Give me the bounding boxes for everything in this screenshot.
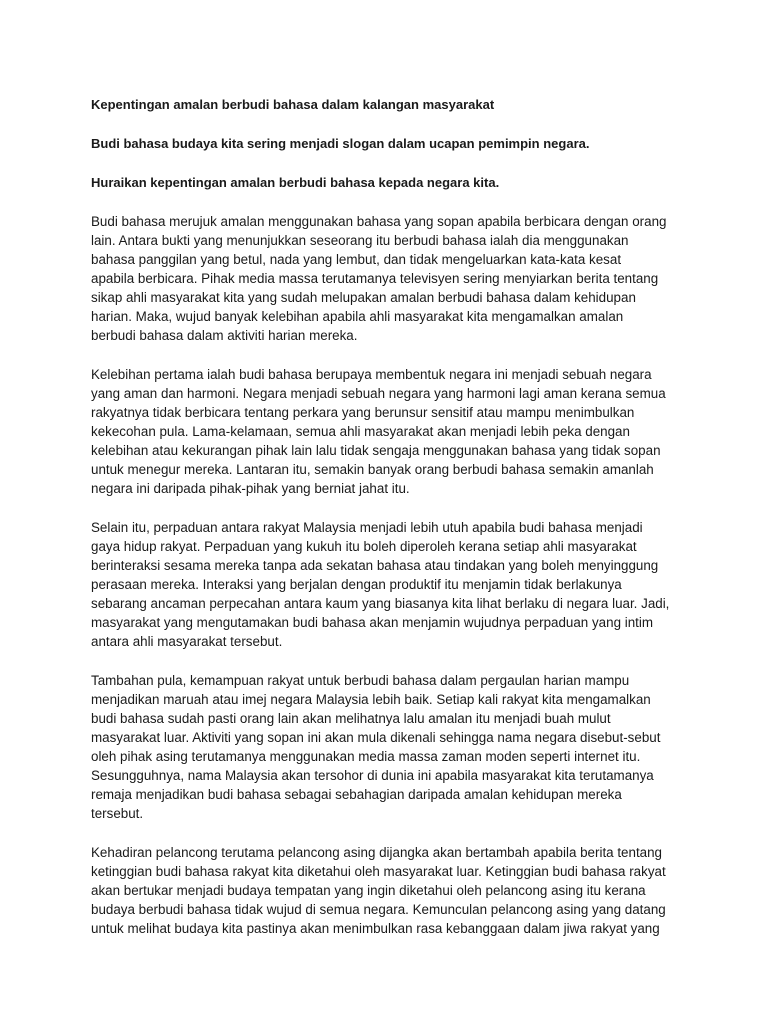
paragraph-line: menjadikan maruah atau imej negara Malaysia lebih baik. Setiap kali rakyat kita mengamalkan xyxy=(91,692,651,707)
paragraph-line: ketinggian budi bahasa rakyat kita diketahui oleh masyarakat luar. Ketinggian budi bahasa rakyat xyxy=(91,864,666,879)
document-title: Kepentingan amalan berbudi bahasa dalam kalangan masyarakat xyxy=(91,97,495,112)
paragraph-line: yang aman dan harmoni. Negara menjadi sebuah negara yang harmoni lagi aman kerana semua xyxy=(91,386,666,401)
paragraph-line: Kelebihan pertama ialah budi bahasa berupaya membentuk negara ini menjadi sebuah negara xyxy=(91,367,652,382)
paragraph-line: masyarakat luar. Aktiviti yang sopan ini akan mula dikenali sehingga nama negara disebut-sebut xyxy=(91,730,661,745)
paragraph-line: sebarang ancaman perpecahan antara kaum yang biasanya kita lihat berlaku di negara luar. Jadi, xyxy=(91,596,670,611)
paragraph xyxy=(91,518,691,651)
paragraph-line: kelebihan atau kekurangan pihak lain lalu tidak sengaja menggunakan bahasa yang tidak sopan xyxy=(91,443,661,458)
paragraph-line: gaya hidup rakyat. Perpaduan yang kukuh itu boleh diperoleh kerana setiap ahli masyarakat xyxy=(91,539,637,554)
paragraph-line: negara ini daripada pihak-pihak yang berniat jahat itu. xyxy=(91,481,410,496)
paragraph-line: berinteraksi sesama mereka tanpa ada sekatan bahasa atau tindakan yang boleh menyinggung xyxy=(91,558,659,573)
paragraph-line: apabila berbicara. Pihak media massa terutamanya televisyen sering menyiarkan berita tentang xyxy=(91,271,659,286)
paragraph-line: bahasa panggilan yang betul, nada yang lembut, dan tidak mengeluarkan kata-kata kesat xyxy=(91,252,622,267)
paragraph-line: rakyatnya tidak berbicara tentang perkara yang berunsur sensitif atau mampu menimbulkan xyxy=(91,405,635,420)
paragraph-line: Budi bahasa merujuk amalan menggunakan bahasa yang sopan apabila berbicara dengan orang xyxy=(91,214,667,229)
essay-prompt: Budi bahasa budaya kita sering menjadi slogan dalam ucapan pemimpin negara. xyxy=(91,136,590,151)
paragraph-line: antara ahli masyarakat tersebut. xyxy=(91,634,283,649)
paragraph-line: remaja menjadikan budi bahasa sebagai sebahagian daripada amalan kehidupan mereka xyxy=(91,787,622,802)
paragraph-line: untuk melihat budaya kita pastinya akan menimbulkan rasa kebanggaan dalam jiwa rakyat yang xyxy=(91,921,660,936)
paragraph-line: kekecohan pula. Lama-kelamaan, semua ahli masyarakat akan menjadi lebih peka dengan xyxy=(91,424,630,439)
paragraph-line: akan bertukar menjadi budaya tempatan yang ingin diketahui oleh pelancong asing itu kerana xyxy=(91,883,646,898)
paragraph-line: budaya berbudi bahasa tidak wujud di semua negara. Kemunculan pelancong asing yang datang xyxy=(91,902,666,917)
paragraph-line: berbudi bahasa dalam aktiviti harian mereka. xyxy=(91,328,358,343)
paragraph xyxy=(91,843,691,938)
essay-question: Huraikan kepentingan amalan berbudi bahasa kepada negara kita. xyxy=(91,175,500,190)
paragraph-line: budi bahasa sudah pasti orang lain akan melihatnya lalu amalan itu menjadi buah mulut xyxy=(91,711,611,726)
paragraph-line: lain. Antara bukti yang menunjukkan seseorang itu berbudi bahasa ialah dia menggunakan xyxy=(91,233,629,248)
paragraph-line: sikap ahli masyarakat kita yang sudah melupakan amalan berbudi bahasa dalam kehidupan xyxy=(91,290,636,305)
paragraph xyxy=(91,212,691,345)
paragraph-line: oleh pihak asing terutamanya menggunakan media massa zaman moden seperti internet itu. xyxy=(91,749,641,764)
document-page xyxy=(91,95,691,958)
paragraph xyxy=(91,671,691,823)
paragraph-line: Tambahan pula, kemampuan rakyat untuk berbudi bahasa dalam pergaulan harian mampu xyxy=(91,673,630,688)
essay-body xyxy=(91,212,691,938)
paragraph-line: masyarakat yang mengutamakan budi bahasa akan menjamin wujudnya perpaduan yang intim xyxy=(91,615,654,630)
paragraph-line: Selain itu, perpaduan antara rakyat Malaysia menjadi lebih utuh apabila budi bahasa menjadi xyxy=(91,520,643,535)
paragraph-line: perasaan mereka. Interaksi yang berjalan dengan produktif itu menjamin tidak berlakunya xyxy=(91,577,622,592)
paragraph-line: harian. Maka, wujud banyak kelebihan apabila ahli masyarakat kita mengamalkan amalan xyxy=(91,309,624,324)
paragraph xyxy=(91,365,691,498)
paragraph-line: untuk menegur mereka. Lantaran itu, semakin banyak orang berbudi bahasa semakin amanlah xyxy=(91,462,654,477)
paragraph-line: Sesungguhnya, nama Malaysia akan tersohor di dunia ini apabila masyarakat kita terutamanya xyxy=(91,768,654,783)
paragraph-line: tersebut. xyxy=(91,806,144,821)
paragraph-line: Kehadiran pelancong terutama pelancong asing dijangka akan bertambah apabila berita tentang xyxy=(91,845,663,860)
